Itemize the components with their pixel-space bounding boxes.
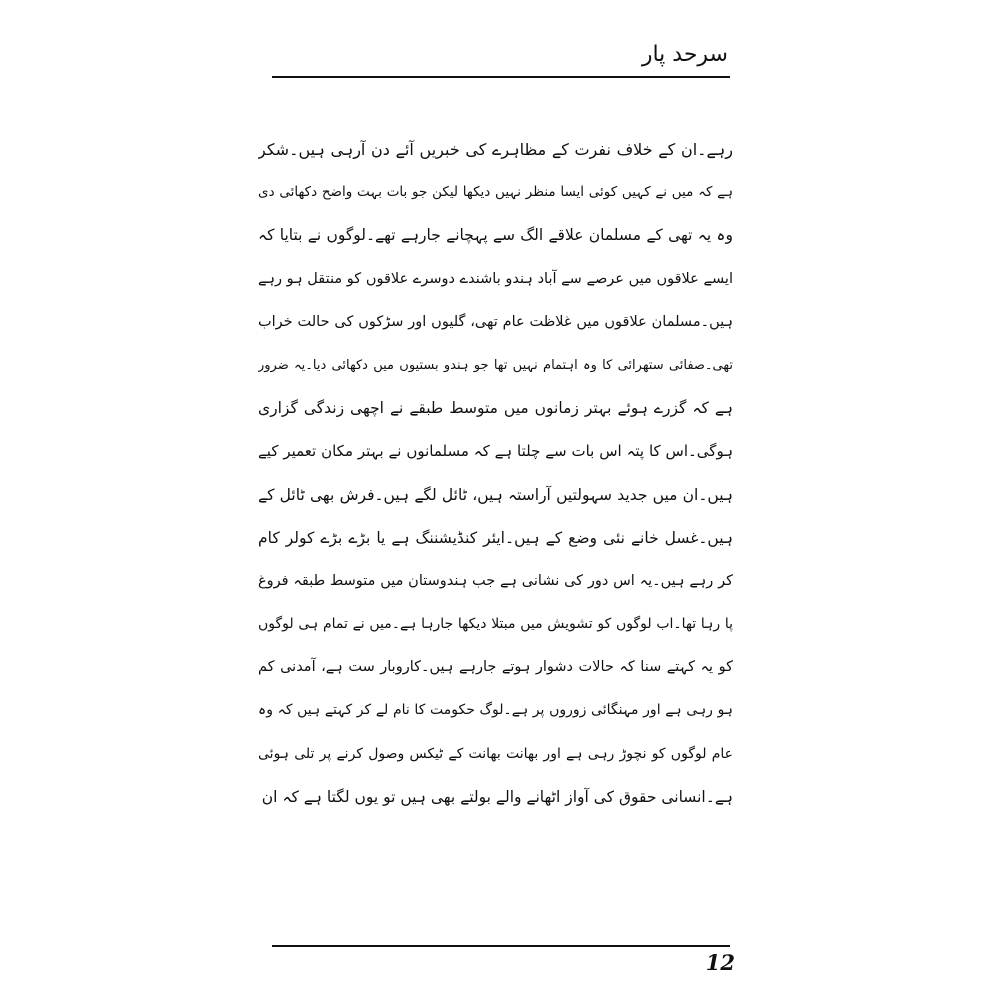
text-line: وہ یہ تھی کے مسلمان علاقے الگ سے پہچانے جارہے تھے۔لوگوں نے بتایا کہ [258, 226, 733, 245]
text-line: ہے۔انسانی حقوق کی آواز اٹھانے والے بولتے بھی ہیں تو یوں لگتا ہے کہ ان [261, 787, 733, 806]
text-line: کر رہے ہیں۔یہ اس دور کی نشانی ہے جب ہندوستان میں متوسط طبقہ فروغ [258, 572, 733, 589]
text-line: ہے کہ گزرے ہوئے بہتر زمانوں میں متوسط طبقے نے اچھی زندگی گزاری [258, 399, 733, 418]
text-line: ہوگی۔اس کا پتہ اس بات سے چلتا ہے کہ مسلمانوں نے بہتر مکان تعمیر کیے [258, 442, 733, 461]
text-line: پا رہا تھا۔اب لوگوں کو تشویش میں مبتلا دیکھا جارہا ہے۔میں نے تمام ہی لوگوں [258, 616, 733, 633]
text-line: ہے کہ میں نے کہیں کوئی ایسا منظر نہیں دیکھا لیکن جو بات بہت واضح دکھائی دی [258, 184, 733, 201]
text-line: ہیں۔مسلمان علاقوں میں غلاظت عام تھی، گلیوں اور سڑکوں کی حالت خراب [258, 313, 733, 330]
footer-rule [272, 945, 730, 947]
text-line: ہیں۔ان میں جدید سہولتیں آراستہ ہیں، ٹائل لگے ہیں۔فرش بھی ٹائل کے [258, 485, 733, 504]
text-line: عام لوگوں کو نچوڑ رہی ہے اور بھانت بھانت کے ٹیکس وصول کرنے پر تلی ہوئی [258, 745, 733, 762]
text-line: تھی۔صفائی ستھرائی کا وہ اہتمام نہیں تھا جو ہندو بستیوں میں دکھائی دیا۔یہ ضرور [258, 357, 733, 373]
text-line: کو یہ کہتے سنا کہ حالات دشوار ہوتے جارہے ہیں۔کاروبار ست ہے، آمدنی کم [258, 659, 733, 676]
text-line: رہے۔ان کے خلاف نفرت کے مظاہرے کی خبریں آئے دن آرہی ہیں۔شکر [258, 140, 733, 159]
body-text [258, 128, 733, 819]
text-line: ہیں۔غسل خانے نئی وضع کے ہیں۔ایئر کنڈیشننگ ہے یا بڑے بڑے کولر کام [258, 528, 733, 547]
running-header: سرحد پار [641, 42, 728, 67]
text-line: ایسے علاقوں میں عرصے سے آباد ہندو باشندے دوسرے علاقوں کو منتقل ہو رہے [258, 270, 733, 287]
header-rule [272, 76, 730, 78]
page-number: 12 [705, 950, 735, 975]
text-line: ہو رہی ہے اور مہنگائی زوروں پر ہے۔لوگ حکومت کا نام لے کر کہتے ہیں کہ وہ [258, 702, 733, 719]
